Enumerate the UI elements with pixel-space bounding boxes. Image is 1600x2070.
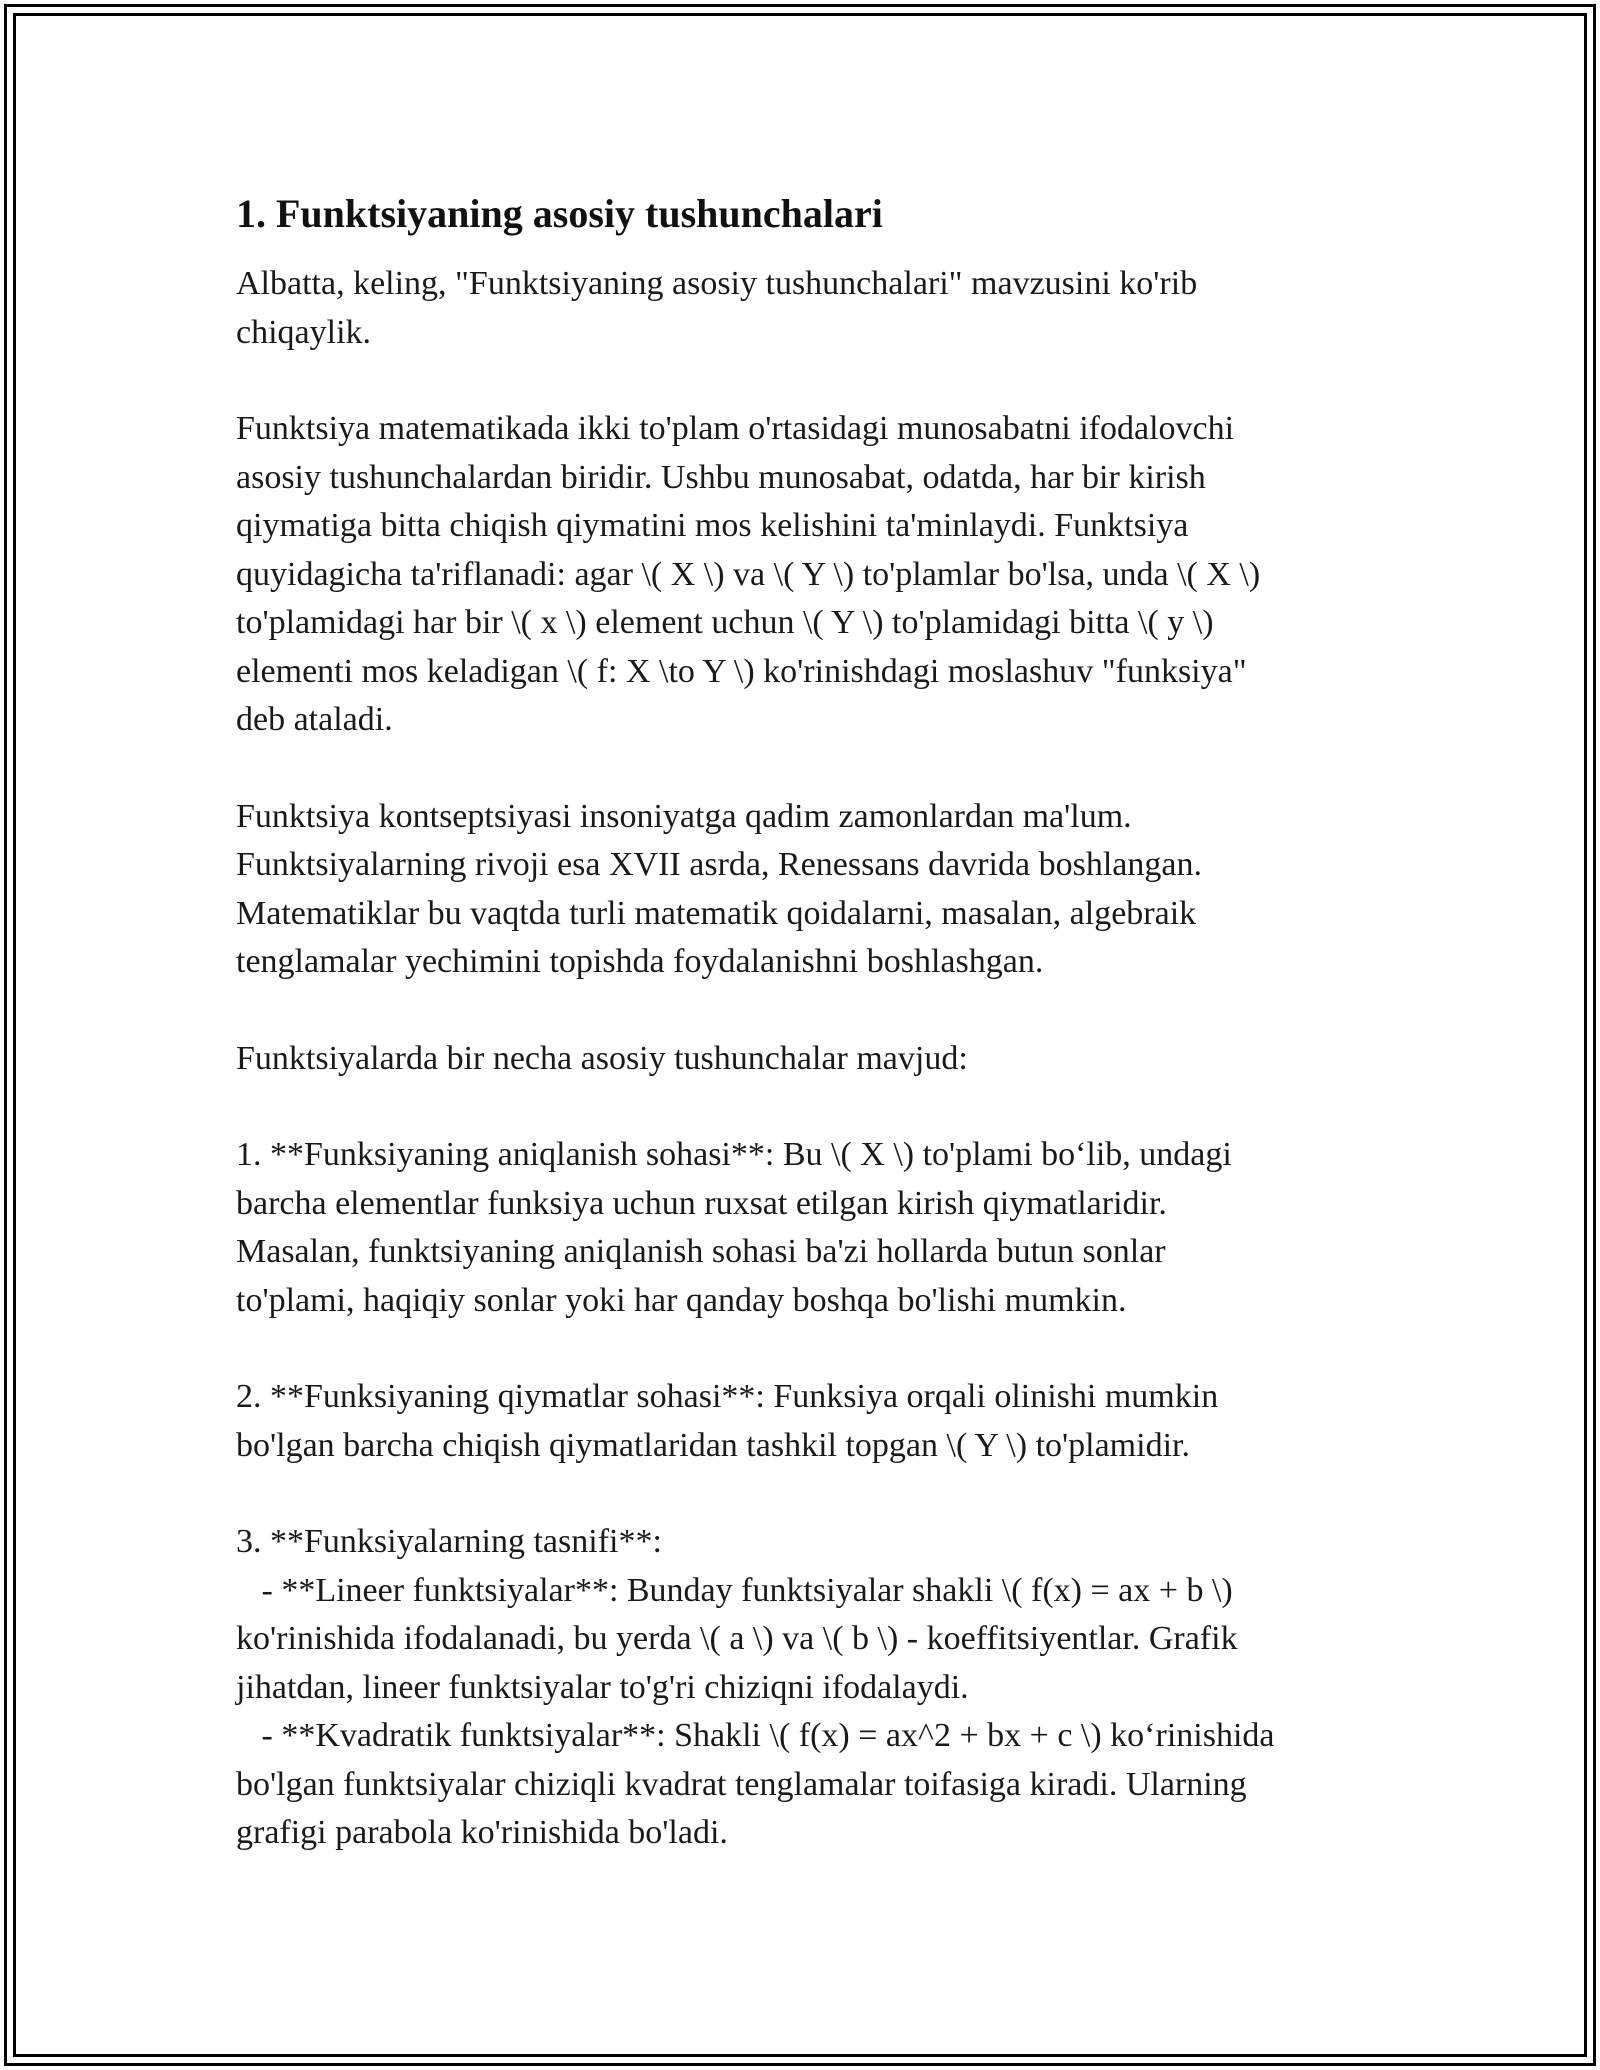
paragraph-range: 2. **Funksiyaning qiymatlar sohasi**: Funksiya orqali olinishi mumkin bo'lgan barcha chiqish qiymatlaridan tashkil topgan \( Y \) to'plamidir. <box>236 1378 1219 1464</box>
document-body <box>236 188 1386 1906</box>
paragraph-definition: Funktsiya matematikada ikki to'plam o'rtasidagi munosabatni ifodalovchi asosiy tushunchalardan biridir. Ushbu munosabat, odatda, har bir kirish qiymatiga bitta chiqish qiymatini mos kelishini ta'minlaydi. Funktsiya quyidagicha ta'riflanadi: agar \( X \) va \( Y \) to'plamlar bo'lsa, unda \( X \) to'plamidagi har bir \( x \) element uchun \( Y \) to'plamidagi bitta \( y \) elementi mos keladigan \( f: X \to Y \) ko'rinishdagi moslashuv "funksiya" deb ataladi. <box>236 410 1261 738</box>
document-title: 1. Funktsiyaning asosiy tushunchalari <box>236 191 883 236</box>
paragraph-intro: Albatta, keling, "Funktsiyaning asosiy tushunchalari" mavzusini ko'rib chiqaylik. <box>236 265 1198 351</box>
paragraph-concepts-intro: Funktsiyalarda bir necha asosiy tushunchalar mavjud: <box>236 1039 968 1077</box>
paragraph-domain: 1. **Funksiyaning aniqlanish sohasi**: Bu \( X \) to'plami bo‘lib, undagi barcha elementlar funksiya uchun ruxsat etilgan kirish qiymatlaridir. Masalan, funktsiyaning aniqlanish sohasi ba'zi hollarda butun sonlar to'plami, haqiqiy sonlar yoki har qanday boshqa bo'lishi mumkin. <box>236 1136 1232 1319</box>
paragraph-classification: 3. **Funksiyalarning tasnifi**: - **Lineer funktsiyalar**: Bunday funktsiyalar shakli \( f(x) = ax + b \) ko'rinishida ifodalanadi, bu yerda \( a \) va \( b \) - koeffitsiyentlar. Grafik jihatdan, lineer funktsiyalar to'g'ri chiziqni ifodalaydi. - **Kvadratik funktsiyalar**: Shakli \( f(x) = ax^2 + bx + c \) ko‘rinishida bo'lgan funktsiyalar chiziqli kvadrat tenglamalar toifasiga kiradi. Ularning grafigi parabola ko'rinishida bo'ladi. <box>236 1523 1275 1851</box>
paragraph-history: Funktsiya kontseptsiyasi insoniyatga qadim zamonlardan ma'lum. Funktsiyalarning rivoji esa XVII asrda, Renessans davrida boshlangan. Matematiklar bu vaqtda turli matematik qoidalarni, masalan, algebraik tenglamalar yechimini topishda foydalanishni boshlashgan. <box>236 797 1202 980</box>
